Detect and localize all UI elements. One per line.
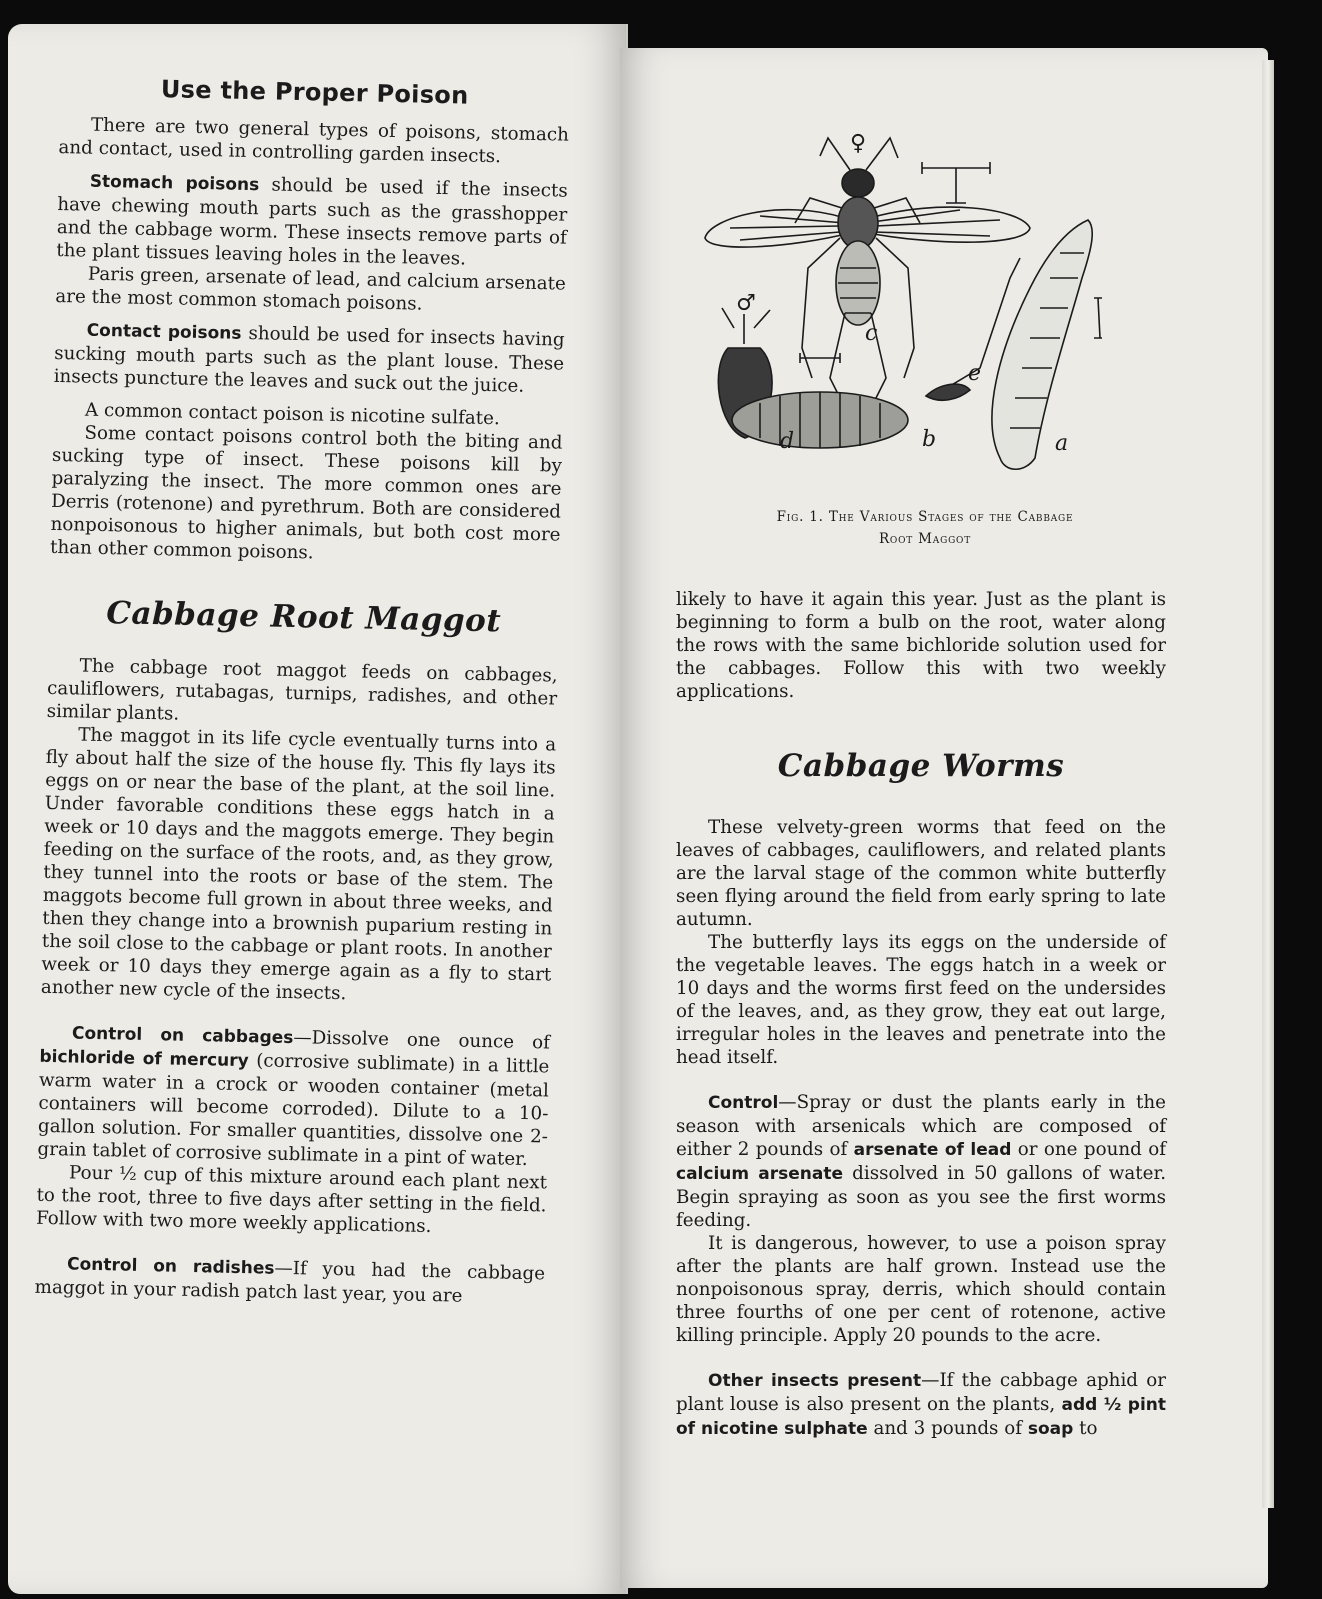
paragraph: Control on radishes—If you had the cabbage maggot in your radish patch last year, you are (34, 1254, 546, 1307)
paragraph: Control on cabbages—Dissolve one ounce of bichloride of mercury (corrosive sublimate) in a little warm water in a crock or wooden container (metal containers will become corroded). Dilute to a 10-gallon solution. For smaller quantities, dissolve one 2-grain tablet of corrosive sublimate in a pint of water. (37, 1023, 551, 1171)
bold-term: Contact poisons (86, 320, 242, 344)
bold-term: Control (708, 1093, 779, 1113)
paragraph: A common contact poison is nicotine sulfate. (84, 399, 500, 430)
paragraph: The cabbage root maggot feeds on cabbages, cauliflowers, rutabagas, turnips, radishes, and other similar plants. (46, 655, 558, 725)
bold-term: calcium arsenate (676, 1164, 844, 1184)
heading-cabbage-worms: Cabbage Worms (777, 748, 1065, 784)
paragraph: Paris green, arsenate of lead, and calcium arsenate are the most common stomach poisons. (55, 263, 566, 315)
cabbage-maggot-illustration (700, 128, 1130, 488)
page-edge (1262, 60, 1274, 1508)
figure-label-d: d (780, 429, 795, 454)
left-column (34, 76, 570, 1309)
paragraph: likely to have it again this year. Just as the plant is beginning to form a bulb on the root, water along the rows with the same bichloride solution used for the cabbages. Follow this with two weekly applications. (676, 589, 1166, 702)
bold-term: arsenate of lead (853, 1140, 1012, 1160)
right-column (676, 588, 1166, 1441)
paragraph: Other insects present—If the cabbage aphid or plant louse is also present on the plants, add ½ pint of nicotine sulphate and 3 pounds of soap to (676, 1370, 1166, 1439)
heading-proper-poison: Use the Proper Poison (160, 75, 469, 110)
bold-term: Control on radishes (66, 1254, 275, 1279)
figure-label-a: a (1055, 431, 1069, 456)
paragraph: These velvety-green worms that feed on the leaves of cabbages, cauliflowers, and related plants are the larval stage of the common white butterfly seen flying around the field from early spring to late autumn. (676, 817, 1166, 930)
right-page (620, 48, 1268, 1588)
heading-cabbage-root-maggot: Cabbage Root Maggot (105, 595, 502, 640)
paragraph: The butterfly lays its eggs on the underside of the vegetable leaves. The eggs hatch in a week or 10 days and the worms first feed on the undersides of the leaves, and, as they grow, they eat out large, irregular holes in the leaves and penetrate into the head itself. (676, 932, 1166, 1068)
fly-head (842, 169, 874, 197)
paragraph: The maggot in its life cycle eventually turns into a fly about half the size of the house fly. This fly lays its eggs on or near the base of the plant, at the soil line. Under favorable conditions these eggs hatch in a week or 10 days and the maggots emerge. They begin feeding on the surface of the roots, and, as they grow, they tunnel into the roots or base of the stem. The maggots become full grown in about three weeks, and then they change into a brownish puparium resting in the soil close to the cabbage or plant roots. In another week or 10 days they emerge again as a fly to start another new cycle of the insects. (40, 724, 557, 1005)
bold-term: Other insects present (708, 1371, 922, 1391)
paragraph: It is dangerous, however, to use a poison spray after the plants are half grown. Instead use the nonpoisonous spray, derris, which should contain three fourths of one per cent of rotenone, active killing principle. Apply 20 pounds to the acre. (676, 1233, 1166, 1346)
fly-left-wing (705, 210, 850, 247)
paragraph: Contact poisons should be used for insects having sucking mouth parts such as the plant louse. These insects puncture the leaves and suck out the juice. (53, 320, 565, 397)
left-page (8, 24, 626, 1594)
figure-label-b: b (922, 427, 937, 452)
paragraph: Stomach poisons should be used if the insects have chewing mouth parts such as the grasshopper and the cabbage worm. These insects remove parts of the plant tissues leaving holes in the leaves. (56, 171, 568, 270)
bold-term: add ½ pint of nicotine sulphate (676, 1395, 1166, 1439)
bold-term: bichloride of mercury (39, 1046, 249, 1072)
paragraph: Some contact poisons control both the biting and sucking type of insect. These poisons kill by paralyzing the insect. The more common ones are Derris (rotenone) and pyrethrum. Both are considered nonpoisonous to higher animals, but both cost more than other common poisons. (49, 422, 563, 564)
figure-label-c: c (865, 321, 878, 346)
paragraph: There are two general types of poisons, stomach and contact, used in controlling garden insects. (58, 114, 570, 168)
larva (992, 220, 1092, 469)
figure-label-male: ♂ (736, 291, 756, 316)
figure-caption: Fig. 1. The Various Stages of the Cabbage Root Maggot (776, 509, 1074, 547)
bold-term: Control on cabbages (71, 1023, 294, 1049)
figure-label-e: e (968, 361, 982, 386)
bold-term: soap (1027, 1419, 1074, 1439)
paragraph: Control—Spray or dust the plants early in the season with arsenicals which are composed of either 2 pounds of arsenate of lead or one pound of calcium arsenate dissolved in 50 gallons of water. Begin spraying as soon as you see the first worms feeding. (676, 1092, 1167, 1231)
figure-label-female: ♀ (850, 131, 867, 156)
bold-term: Stomach poisons (89, 171, 260, 196)
paragraph: Pour ½ cup of this mixture around each plant next to the root, three to five days after setting in the field. Follow with two more weekly applications. (35, 1162, 548, 1238)
